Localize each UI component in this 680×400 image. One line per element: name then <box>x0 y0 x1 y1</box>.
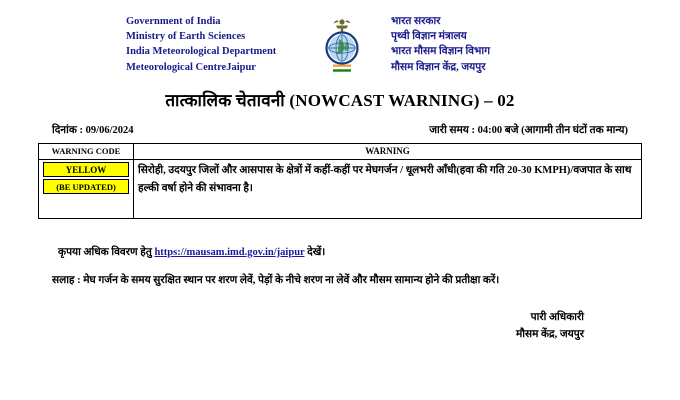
page-title: तात्कालिक चेतावनी (NOWCAST WARNING) – 02 <box>165 90 515 110</box>
warning-table-wrapper <box>38 143 642 219</box>
issue-time: जारी समय : 04:00 बजे (आगामी तीन घंटों तक मान्य) <box>429 124 628 136</box>
header-line-vibhag: भारत मौसम विज्ञान विभाग <box>391 46 491 58</box>
column-header-warning: WARNING <box>134 143 642 159</box>
signature-block <box>0 310 680 344</box>
header-line-centre: Meteorological CentreJaipur <box>126 61 256 73</box>
more-info-note <box>44 245 636 262</box>
issue-date: दिनांक : 09/06/2024 <box>52 124 134 136</box>
signature-designation: पारी अधिकारी <box>530 312 584 324</box>
table-header-row <box>39 143 642 159</box>
header-line-ministry: Ministry of Earth Sciences <box>126 31 246 43</box>
status-badge-note: (BE UPDATED) <box>43 179 129 194</box>
header-english-block <box>104 14 311 75</box>
header-line-bharat-sarkar: भारत सरकार <box>391 16 441 27</box>
status-badge: YELLOW <box>43 162 129 177</box>
warning-code-cell <box>39 159 134 218</box>
mausam-jaipur-link[interactable]: https://mausam.imd.gov.in/jaipur <box>154 246 305 258</box>
header-line-gov-india: Government of India <box>126 16 221 27</box>
header-line-imd: India Meteorological Department <box>126 46 277 58</box>
table-row <box>39 159 642 218</box>
header-hindi-block <box>373 14 576 75</box>
warning-text-cell: सिरोही, उदयपुर जिलों और आसपास के क्षेत्रों में कहीं-कहीं पर मेघगर्जन / धूलभरी आँधी(हवा की गति 20-30 KMPH)/वजपात के साथ हल्की वर्षा होने की संभावना है। <box>134 159 642 218</box>
document-header <box>0 0 680 75</box>
emblem-container <box>311 14 373 73</box>
header-line-kendra: मौसम विज्ञान केंद्र, जयपुर <box>391 61 486 73</box>
more-info-prefix: कृपया अधिक विवरण हेतु <box>58 246 152 258</box>
more-info-suffix: देखें। <box>307 246 326 258</box>
header-line-mantralaya: पृथ्वी विज्ञान मंत्रालय <box>391 31 467 43</box>
india-emblem-imd-logo <box>315 15 369 73</box>
meta-row <box>52 123 636 137</box>
warning-table <box>38 143 642 219</box>
signature-office: मौसम केंद्र, जयपुर <box>515 328 584 340</box>
safety-advice-note: सलाह : मेघ गर्जन के समय सुरक्षित स्थान पर शरण लेवें, पेड़ों के नीचे शरण ना लेवें और मौसम सामान्य होने की प्रतीक्षा करें। <box>52 275 500 287</box>
column-header-warning-code: WARNING CODE <box>39 143 134 159</box>
